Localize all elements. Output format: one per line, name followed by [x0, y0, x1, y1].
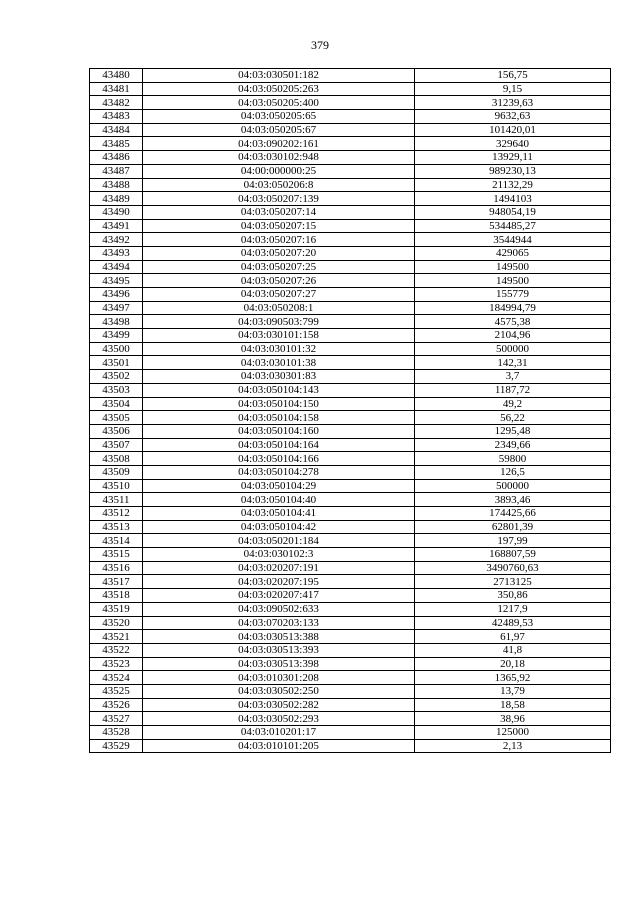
value-cell: 13929,11 — [415, 151, 611, 165]
table-row — [90, 657, 611, 671]
table-row — [90, 205, 611, 219]
cadastral-number-cell: 04:03:030102:948 — [143, 151, 415, 165]
table-row — [90, 671, 611, 685]
row-number-cell: 43521 — [90, 630, 143, 644]
cadastral-number-cell: 04:03:090202:161 — [143, 137, 415, 151]
value-cell: 350,86 — [415, 589, 611, 603]
cadastral-number-cell: 04:03:030101:158 — [143, 329, 415, 343]
table-row — [90, 616, 611, 630]
cadastral-number-cell: 04:03:030513:393 — [143, 643, 415, 657]
cadastral-number-cell: 04:03:050207:27 — [143, 288, 415, 302]
row-number-cell: 43525 — [90, 684, 143, 698]
row-number-cell: 43507 — [90, 438, 143, 452]
cadastral-number-cell: 04:03:090503:799 — [143, 315, 415, 329]
value-cell: 21132,29 — [415, 178, 611, 192]
row-number-cell: 43489 — [90, 192, 143, 206]
table-row — [90, 397, 611, 411]
value-cell: 142,31 — [415, 356, 611, 370]
cadastral-number-cell: 04:03:050104:150 — [143, 397, 415, 411]
row-number-cell: 43520 — [90, 616, 143, 630]
row-number-cell: 43512 — [90, 507, 143, 521]
value-cell: 149500 — [415, 260, 611, 274]
row-number-cell: 43528 — [90, 726, 143, 740]
value-cell: 9632,63 — [415, 110, 611, 124]
table-row — [90, 438, 611, 452]
table-row — [90, 548, 611, 562]
cadastral-number-cell: 04:03:090502:633 — [143, 602, 415, 616]
row-number-cell: 43484 — [90, 123, 143, 137]
row-number-cell: 43523 — [90, 657, 143, 671]
table-row — [90, 383, 611, 397]
cadastral-number-cell: 04:03:030501:182 — [143, 69, 415, 83]
cadastral-number-cell: 04:00:000000:25 — [143, 164, 415, 178]
table-row — [90, 233, 611, 247]
value-cell: 1295,48 — [415, 424, 611, 438]
value-cell: 184994,79 — [415, 301, 611, 315]
cadastral-number-cell: 04:03:010201:17 — [143, 726, 415, 740]
row-number-cell: 43505 — [90, 411, 143, 425]
table-row — [90, 342, 611, 356]
table-row — [90, 301, 611, 315]
cadastral-number-cell: 04:03:030513:398 — [143, 657, 415, 671]
row-number-cell: 43499 — [90, 329, 143, 343]
row-number-cell: 43482 — [90, 96, 143, 110]
value-cell: 155779 — [415, 288, 611, 302]
row-number-cell: 43497 — [90, 301, 143, 315]
cadastral-number-cell: 04:03:050207:26 — [143, 274, 415, 288]
value-cell: 329640 — [415, 137, 611, 151]
cadastral-number-cell: 04:03:050104:278 — [143, 465, 415, 479]
table-row — [90, 164, 611, 178]
cadastral-number-cell: 04:03:050104:160 — [143, 424, 415, 438]
value-cell: 2349,66 — [415, 438, 611, 452]
value-cell: 13,79 — [415, 684, 611, 698]
cadastral-number-cell: 04:03:010301:208 — [143, 671, 415, 685]
registry-table — [89, 68, 611, 753]
row-number-cell: 43485 — [90, 137, 143, 151]
value-cell: 156,75 — [415, 69, 611, 83]
table-row — [90, 82, 611, 96]
value-cell: 3,7 — [415, 370, 611, 384]
table-row — [90, 315, 611, 329]
row-number-cell: 43481 — [90, 82, 143, 96]
row-number-cell: 43529 — [90, 739, 143, 753]
cadastral-number-cell: 04:03:050206:8 — [143, 178, 415, 192]
value-cell: 429065 — [415, 246, 611, 260]
cadastral-number-cell: 04:03:050104:166 — [143, 452, 415, 466]
value-cell: 2,13 — [415, 739, 611, 753]
value-cell: 149500 — [415, 274, 611, 288]
row-number-cell: 43519 — [90, 602, 143, 616]
table-row — [90, 520, 611, 534]
table-row — [90, 534, 611, 548]
row-number-cell: 43508 — [90, 452, 143, 466]
cadastral-number-cell: 04:03:050207:139 — [143, 192, 415, 206]
table-row — [90, 698, 611, 712]
table-row — [90, 96, 611, 110]
row-number-cell: 43511 — [90, 493, 143, 507]
cadastral-number-cell: 04:03:030502:250 — [143, 684, 415, 698]
table-row — [90, 507, 611, 521]
table-row — [90, 479, 611, 493]
row-number-cell: 43515 — [90, 548, 143, 562]
table-row — [90, 411, 611, 425]
row-number-cell: 43488 — [90, 178, 143, 192]
table-row — [90, 602, 611, 616]
row-number-cell: 43516 — [90, 561, 143, 575]
row-number-cell: 43501 — [90, 356, 143, 370]
cadastral-number-cell: 04:03:030301:83 — [143, 370, 415, 384]
value-cell: 3490760,63 — [415, 561, 611, 575]
table-row — [90, 739, 611, 753]
registry-table-body — [90, 69, 611, 753]
cadastral-number-cell: 04:03:050104:40 — [143, 493, 415, 507]
table-row — [90, 643, 611, 657]
value-cell: 534485,27 — [415, 219, 611, 233]
value-cell: 1217,9 — [415, 602, 611, 616]
cadastral-number-cell: 04:03:050205:67 — [143, 123, 415, 137]
value-cell: 4575,38 — [415, 315, 611, 329]
value-cell: 197,99 — [415, 534, 611, 548]
row-number-cell: 43500 — [90, 342, 143, 356]
table-row — [90, 493, 611, 507]
table-row — [90, 151, 611, 165]
value-cell: 101420,01 — [415, 123, 611, 137]
table-row — [90, 452, 611, 466]
row-number-cell: 43502 — [90, 370, 143, 384]
row-number-cell: 43518 — [90, 589, 143, 603]
row-number-cell: 43490 — [90, 205, 143, 219]
value-cell: 49,2 — [415, 397, 611, 411]
table-row — [90, 260, 611, 274]
table-row — [90, 712, 611, 726]
table-row — [90, 356, 611, 370]
row-number-cell: 43491 — [90, 219, 143, 233]
table-row — [90, 589, 611, 603]
cadastral-number-cell: 04:03:050104:29 — [143, 479, 415, 493]
row-number-cell: 43480 — [90, 69, 143, 83]
page-number: 379 — [311, 38, 329, 52]
row-number-cell: 43493 — [90, 246, 143, 260]
cadastral-number-cell: 04:03:030102:3 — [143, 548, 415, 562]
table-row — [90, 561, 611, 575]
value-cell: 1187,72 — [415, 383, 611, 397]
row-number-cell: 43506 — [90, 424, 143, 438]
table-row — [90, 684, 611, 698]
value-cell: 1494103 — [415, 192, 611, 206]
value-cell: 948054,19 — [415, 205, 611, 219]
value-cell: 3544944 — [415, 233, 611, 247]
cadastral-number-cell: 04:03:030101:32 — [143, 342, 415, 356]
cadastral-number-cell: 04:03:050207:25 — [143, 260, 415, 274]
cadastral-number-cell: 04:03:050208:1 — [143, 301, 415, 315]
value-cell: 31239,63 — [415, 96, 611, 110]
row-number-cell: 43526 — [90, 698, 143, 712]
value-cell: 56,22 — [415, 411, 611, 425]
cadastral-number-cell: 04:03:050104:42 — [143, 520, 415, 534]
table-row — [90, 288, 611, 302]
cadastral-number-cell: 04:03:050207:20 — [143, 246, 415, 260]
cadastral-number-cell: 04:03:030513:388 — [143, 630, 415, 644]
value-cell: 1365,92 — [415, 671, 611, 685]
table-row — [90, 329, 611, 343]
value-cell: 2713125 — [415, 575, 611, 589]
value-cell: 500000 — [415, 342, 611, 356]
value-cell: 61,97 — [415, 630, 611, 644]
table-row — [90, 424, 611, 438]
cadastral-number-cell: 04:03:050207:15 — [143, 219, 415, 233]
row-number-cell: 43514 — [90, 534, 143, 548]
row-number-cell: 43513 — [90, 520, 143, 534]
cadastral-number-cell: 04:03:050205:263 — [143, 82, 415, 96]
value-cell: 59800 — [415, 452, 611, 466]
table-row — [90, 110, 611, 124]
row-number-cell: 43522 — [90, 643, 143, 657]
table-row — [90, 123, 611, 137]
row-number-cell: 43524 — [90, 671, 143, 685]
cadastral-number-cell: 04:03:030502:282 — [143, 698, 415, 712]
value-cell: 3893,46 — [415, 493, 611, 507]
cadastral-number-cell: 04:03:030502:293 — [143, 712, 415, 726]
table-row — [90, 465, 611, 479]
cadastral-number-cell: 04:03:020207:417 — [143, 589, 415, 603]
value-cell: 168807,59 — [415, 548, 611, 562]
cadastral-number-cell: 04:03:030101:38 — [143, 356, 415, 370]
value-cell: 18,58 — [415, 698, 611, 712]
cadastral-number-cell: 04:03:050104:158 — [143, 411, 415, 425]
value-cell: 20,18 — [415, 657, 611, 671]
table-row — [90, 69, 611, 83]
value-cell: 989230,13 — [415, 164, 611, 178]
row-number-cell: 43498 — [90, 315, 143, 329]
table-row — [90, 178, 611, 192]
cadastral-number-cell: 04:03:050104:41 — [143, 507, 415, 521]
value-cell: 174425,66 — [415, 507, 611, 521]
table-row — [90, 274, 611, 288]
row-number-cell: 43504 — [90, 397, 143, 411]
value-cell: 9,15 — [415, 82, 611, 96]
row-number-cell: 43487 — [90, 164, 143, 178]
table-row — [90, 370, 611, 384]
cadastral-number-cell: 04:03:020207:191 — [143, 561, 415, 575]
row-number-cell: 43483 — [90, 110, 143, 124]
table-row — [90, 575, 611, 589]
value-cell: 126,5 — [415, 465, 611, 479]
value-cell: 42489,53 — [415, 616, 611, 630]
row-number-cell: 43496 — [90, 288, 143, 302]
row-number-cell: 43517 — [90, 575, 143, 589]
table-row — [90, 219, 611, 233]
cadastral-number-cell: 04:03:050207:16 — [143, 233, 415, 247]
cadastral-number-cell: 04:03:050104:164 — [143, 438, 415, 452]
row-number-cell: 43503 — [90, 383, 143, 397]
value-cell: 38,96 — [415, 712, 611, 726]
cadastral-number-cell: 04:03:050104:143 — [143, 383, 415, 397]
row-number-cell: 43486 — [90, 151, 143, 165]
value-cell: 2104,96 — [415, 329, 611, 343]
row-number-cell: 43510 — [90, 479, 143, 493]
value-cell: 41,8 — [415, 643, 611, 657]
cadastral-number-cell: 04:03:050205:400 — [143, 96, 415, 110]
value-cell: 500000 — [415, 479, 611, 493]
table-row — [90, 630, 611, 644]
value-cell: 62801,39 — [415, 520, 611, 534]
cadastral-number-cell: 04:03:050201:184 — [143, 534, 415, 548]
table-row — [90, 246, 611, 260]
cadastral-number-cell: 04:03:050207:14 — [143, 205, 415, 219]
row-number-cell: 43495 — [90, 274, 143, 288]
value-cell: 125000 — [415, 726, 611, 740]
cadastral-number-cell: 04:03:010101:205 — [143, 739, 415, 753]
cadastral-number-cell: 04:03:020207:195 — [143, 575, 415, 589]
table-row — [90, 192, 611, 206]
row-number-cell: 43492 — [90, 233, 143, 247]
table-row — [90, 137, 611, 151]
row-number-cell: 43494 — [90, 260, 143, 274]
cadastral-number-cell: 04:03:070203:133 — [143, 616, 415, 630]
row-number-cell: 43509 — [90, 465, 143, 479]
cadastral-number-cell: 04:03:050205:65 — [143, 110, 415, 124]
table-row — [90, 726, 611, 740]
row-number-cell: 43527 — [90, 712, 143, 726]
